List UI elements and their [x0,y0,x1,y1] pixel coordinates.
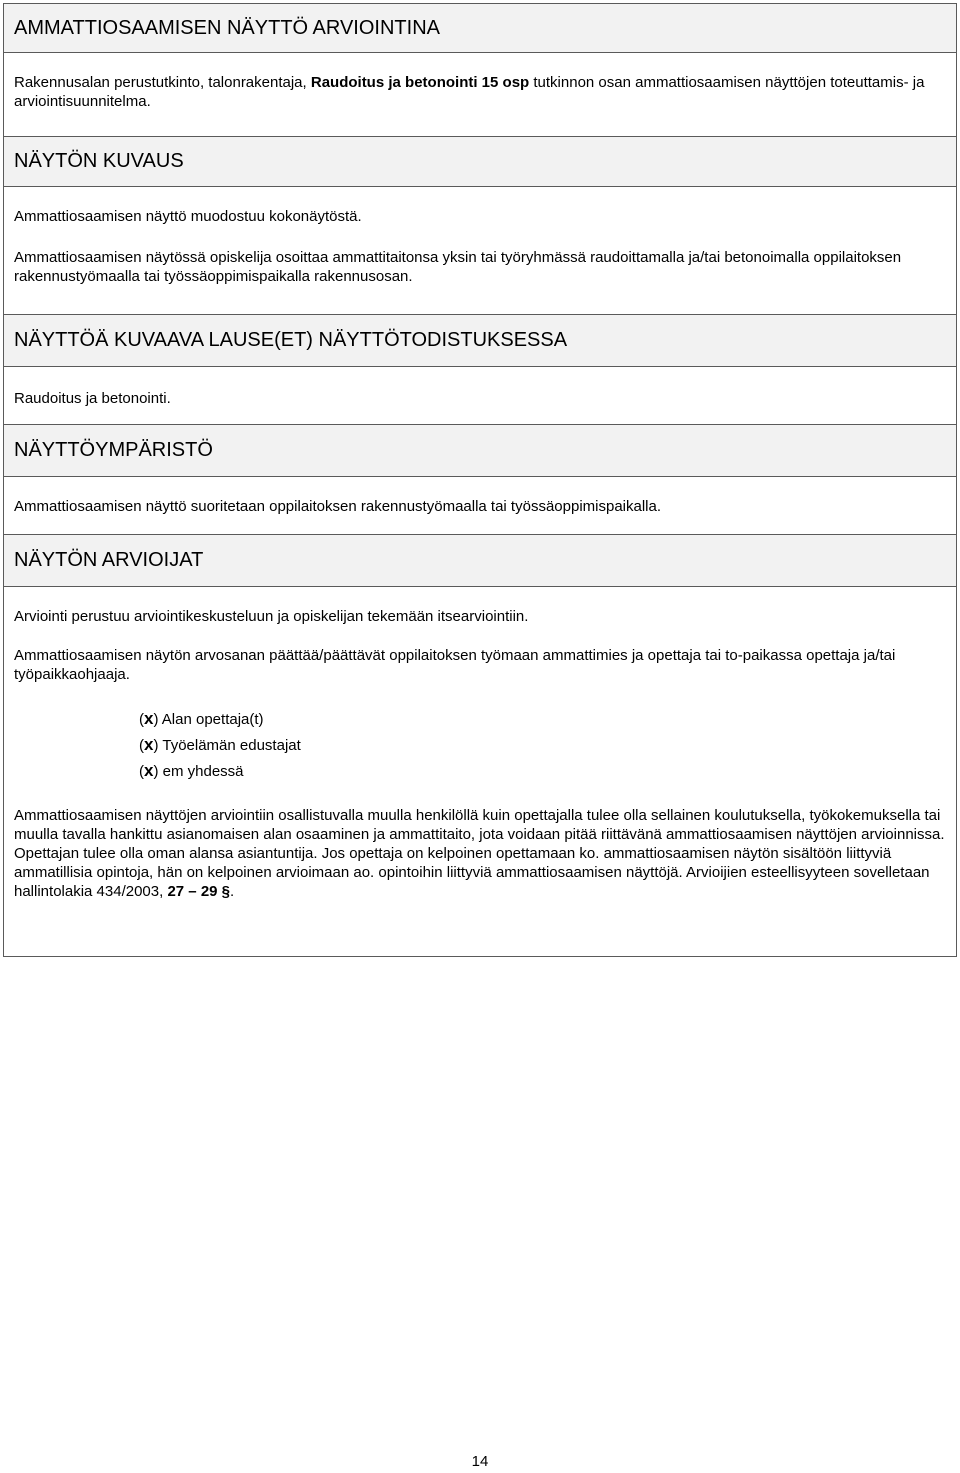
assessment-table [3,3,957,957]
paragraph: Ammattiosaamisen näytössä opiskelija osoittaa ammattitaitonsa yksin tai työryhmässä raudoittamalla ja/tai betonoimalla oppilaitoksen rakennustyömaalla tai työssäoppimispaikalla rakennusosan. [14,249,902,285]
heading-text: NÄYTTÖYMPÄRISTÖ [14,439,213,461]
heading-text: NÄYTTÖÄ KUVAAVA LAUSE(ET) NÄYTTÖTODISTUKSESSA [14,329,568,351]
ymparisto-cell [4,476,956,534]
paragraph: Ammattiosaamisen näyttöjen arviointiin osallistuvalla muulla henkilöllä kuin opettajalla tulee olla sellainen koulutuksella, työkokemuksella tai muulla tavalla hankittu asianomaisen alan osaaminen ja ammattitaito, jota voidaan pitää riittävänä ammattiosaamisen näyttöjen arvioinnissa. Opettajan tulee olla oman alansa asiantuntija. Jos opettaja on kelpoinen opettamaan ko. ammattiosaamisen näytön sisältöön liittyviä ammatillisia opintoja, hän on kelpoinen arvioimaan ao. opintoihin liittyviä ammattiosaamisen näyttöjä. Arvioijien esteellisyyteen sovelletaan hallintolakia 434/2003, 27 – 29 §. [14,807,945,900]
choice-item: (x) Alan opettaja(t) [139,709,264,728]
heading-text: NÄYTÖN ARVIOIJAT [14,549,204,571]
paragraph: Arviointi perustuu arviointikeskusteluun ja opiskelijan tekemään itsearviointiin. [14,608,529,625]
check-mark: x [144,761,154,780]
page-number: 14 [471,1453,489,1470]
section-heading-arvioijat [4,534,956,586]
section-heading-ymparisto [4,424,956,476]
paragraph: Raudoitus ja betonointi. [14,390,171,407]
check-mark: x [144,735,154,754]
main-title [4,4,956,52]
choice-item: (x) em yhdessä [139,761,244,780]
section-heading-lause [4,314,956,366]
intro-text-start: Rakennusalan perustutkinto, talonrakentaja, [14,74,311,91]
paragraph: Ammattiosaamisen näytön arvosanan päättää/päättävät oppilaitoksen työmaan ammattimies ja opettaja tai to-paikassa opettaja ja/tai työpaikkaohjaaja. [14,647,896,683]
assessor-choices [14,706,946,784]
intro-text-end: tutkinnon osan ammattiosaamisen näyttöjen toteuttamis- ja arviointisuunnitelma. [14,74,925,110]
paragraph: Ammattiosaamisen näyttö suoritetaan oppilaitoksen rakennustyömaalla tai työssäoppimispaikalla. [14,498,662,515]
intro-cell [4,52,956,136]
heading-text: NÄYTÖN KUVAUS [14,150,184,172]
naytonkuvaus-cell [4,186,956,314]
arvioijat-cell [4,586,956,956]
law-reference: 27 – 29 § [167,883,231,900]
section-heading-naytonkuvaus [4,136,956,186]
check-mark: x [144,709,154,728]
choice-item: (x) Työelämän edustajat [139,735,301,754]
main-title-text: AMMATTIOSAAMISEN NÄYTTÖ ARVIOINTINA [14,16,440,39]
intro-text-bold: Raudoitus ja betonointi 15 osp [310,74,530,91]
paragraph: Ammattiosaamisen näyttö muodostuu kokonäytöstä. [14,208,362,225]
lause-cell [4,366,956,424]
